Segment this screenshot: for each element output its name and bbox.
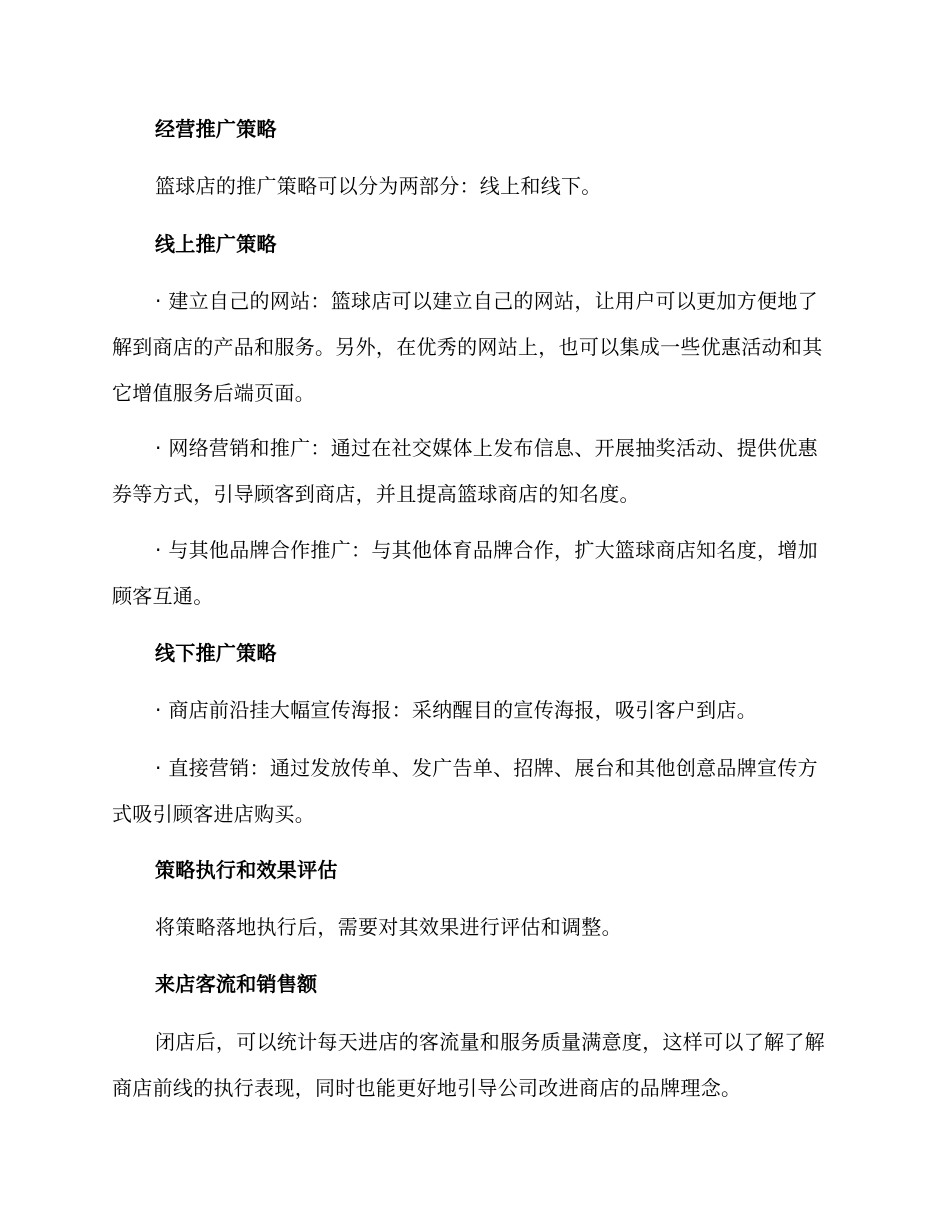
- paragraph-direct-marketing: · 直接营销：通过发放传单、发广告单、招牌、展台和其他创意品牌宣传方式吸引顾客进店购买。: [112, 756, 818, 826]
- heading-traffic-sales: 来店客流和销售额: [155, 972, 318, 996]
- paragraph-own-website: · 建立自己的网站：篮球店可以建立自己的网站，让用户可以更加方便地了解到商店的产品和服务。另外，在优秀的网站上，也可以集成一些优惠活动和其它增值服务后端页面。: [112, 289, 823, 405]
- paragraph-online-marketing: · 网络营销和推广：通过在社交媒体上发布信息、开展抽奖活动、提供优惠券等方式，引导顾客到商店，并且提高篮球商店的知名度。: [112, 436, 818, 506]
- paragraph-traffic-sales: 闭店后，可以统计每天进店的客流量和服务质量满意度，这样可以了解了解商店前线的执行表现，同时也能更好地引导公司改进商店的品牌理念。: [112, 1030, 825, 1100]
- paragraph-posters: · 商店前沿挂大幅宣传海报：采纳醒目的宣传海报，吸引客户到店。: [155, 698, 758, 722]
- heading-business-promotion: 经营推广策略: [155, 117, 277, 141]
- paragraph-brand-cooperation: · 与其他品牌合作推广：与其他体育品牌合作，扩大篮球商店知名度，增加顾客互通。: [112, 538, 818, 608]
- heading-online-promotion: 线上推广策略: [155, 232, 277, 256]
- heading-execution-evaluation: 策略执行和效果评估: [155, 858, 338, 882]
- heading-offline-promotion: 线下推广策略: [155, 641, 277, 665]
- paragraph-evaluation: 将策略落地执行后，需要对其效果进行评估和调整。: [155, 915, 622, 939]
- paragraph-intro: 篮球店的推广策略可以分为两部分：线上和线下。: [155, 174, 602, 198]
